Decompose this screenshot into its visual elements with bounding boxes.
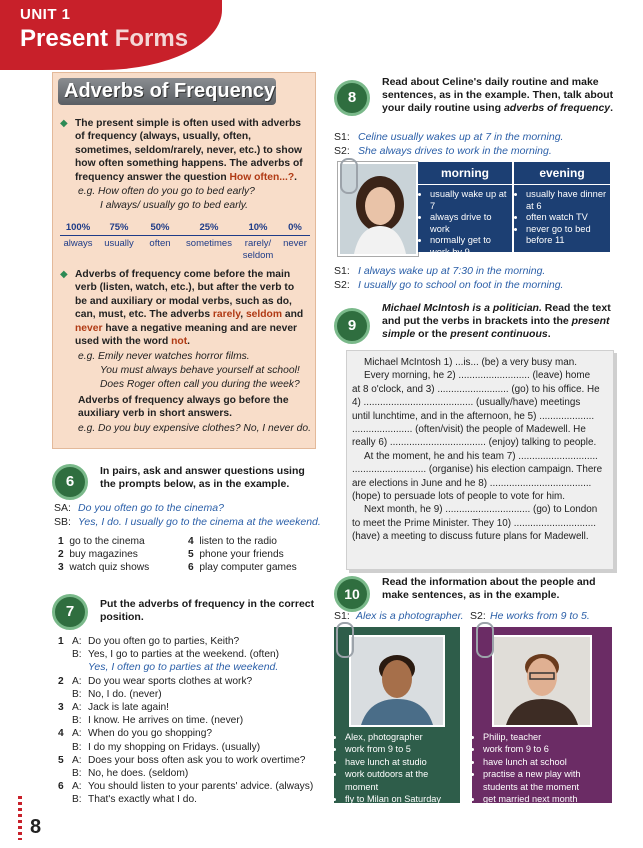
s1-text: Celine usually wakes up at 7 in the morning.	[358, 131, 564, 143]
fact-item: • work from 9 to 6	[483, 743, 612, 755]
p2-sep: and	[282, 309, 304, 321]
bullet-icon: ◆	[60, 118, 68, 129]
speaker	[72, 661, 88, 674]
p2-highlight: seldom	[245, 309, 283, 321]
line-text: I know. He arrives on time. (never)	[88, 715, 244, 727]
philip-list	[472, 731, 612, 805]
fact-item: • have lunch at studio	[345, 756, 460, 768]
s2-label: S2:	[334, 145, 350, 157]
sa-label: SA:	[54, 502, 71, 514]
speaker: B:	[72, 794, 82, 806]
ex8-inst-c: .	[610, 101, 614, 114]
percent: 0%	[288, 222, 302, 233]
scale-rule	[60, 235, 310, 236]
prompt-item	[188, 561, 318, 574]
freq-word: often	[149, 238, 171, 249]
text-line: Michael McIntosh 1) ...is... (be) a very busy man.	[364, 357, 577, 368]
example-2a: e.g. Emily never watches horror films.	[78, 351, 250, 362]
p2-text: Adverbs of frequency come before the main verb (listen, watch, etc.), but after the verb to be and auxiliary or modal verbs, such as do, can, must, etc. The adverbs	[75, 269, 295, 321]
prompt-item	[188, 535, 318, 548]
routine-item: • often watch TV	[526, 212, 610, 224]
morning-title: morning	[418, 162, 512, 185]
speaker: A:	[72, 781, 82, 793]
dialogue-line	[58, 793, 323, 806]
speaker: B:	[72, 741, 82, 753]
s2-text: She always drives to work in the morning.	[358, 145, 552, 157]
s2b-label: S2:	[334, 279, 350, 291]
dialogue-line	[58, 727, 323, 740]
line-text: No, he does. (seldom)	[88, 768, 189, 780]
line-num: 6	[58, 781, 64, 793]
text-line: Every morning, he 2) .......................... (leave) home	[364, 370, 591, 382]
exercise-10-number: 10	[334, 576, 370, 612]
dialogue-line	[58, 701, 323, 714]
dialogue-line	[58, 635, 323, 648]
alex-photo	[349, 635, 445, 727]
example-3: e.g. Do you buy expensive clothes? No, I never do.	[78, 423, 311, 434]
ex9-inst-f: .	[547, 327, 551, 340]
unit-title	[20, 25, 188, 53]
freq-word: usually	[104, 238, 134, 249]
prompt-text: go to the cinema	[69, 536, 145, 547]
exercise-9-number: 9	[334, 308, 370, 344]
prompt-text: buy magazines	[69, 549, 138, 561]
prompt-item	[58, 535, 188, 548]
percent: 25%	[199, 222, 219, 233]
prompt-text: watch quiz shows	[69, 562, 150, 574]
exercise-8-instruction	[382, 76, 614, 114]
p2-highlight: not	[171, 336, 188, 348]
line-num	[58, 767, 72, 780]
p2-highlight: never	[75, 322, 103, 334]
line-text: When do you go shopping?	[88, 728, 213, 740]
evening-title: evening	[514, 162, 610, 185]
fact-item: • fly to Milan on Saturday	[345, 793, 460, 805]
speaker: B:	[72, 688, 82, 700]
answer-text: Yes, I often go to parties at the weekend.	[88, 661, 279, 674]
paperclip-icon	[336, 622, 354, 658]
percent: 10%	[248, 222, 268, 233]
s2b-text: I usually go to school on foot in the morning.	[358, 279, 564, 291]
page-number: 8	[30, 816, 42, 838]
text-line: ........................... (organise) his election campaign. There	[352, 464, 603, 476]
line-num	[58, 648, 72, 661]
dialogue-line	[58, 714, 323, 727]
exercise-7-number: 7	[52, 594, 88, 630]
man-portrait-icon	[351, 637, 443, 725]
speaker: B:	[72, 715, 82, 727]
ex9-inst-d: or the	[415, 327, 451, 340]
example-1b: I always/ usually go to bed early.	[100, 200, 249, 211]
line-num	[58, 714, 72, 727]
fact-item: • Philip, teacher	[483, 731, 612, 743]
speaker: A:	[72, 702, 82, 714]
line-num: 4	[58, 728, 64, 740]
speaker: A:	[72, 754, 82, 766]
dialogue-line	[58, 648, 323, 661]
evening-list	[514, 189, 610, 247]
dialogue-line	[58, 767, 323, 780]
prompt-text: phone your friends	[199, 549, 284, 561]
line-text: Do you wear sports clothes at work?	[88, 675, 253, 687]
prompt-num: 2	[58, 549, 64, 561]
speaker: B:	[72, 768, 82, 780]
line-text: Yes, I go to parties at the weekend. (often)	[88, 649, 280, 661]
line-num	[58, 793, 72, 806]
text-line: at 8 o'clock, and 3) .......................... (go) to his office. He	[352, 383, 600, 395]
exercise-7-instruction: Put the adverbs of frequency in the correct position.	[100, 598, 315, 623]
routine-item: • always drive to work	[430, 212, 512, 235]
example-2c: Does Roger often call you during the week?	[100, 379, 300, 390]
line-text: That's exactly what I do.	[88, 794, 197, 806]
line-text: No, I do. (never)	[88, 688, 162, 700]
s1b-text: I always wake up at 7:30 in the morning.	[358, 265, 546, 277]
s2-text: He works from 9 to 5.	[490, 610, 590, 622]
man-portrait-icon	[494, 637, 590, 725]
text-line: until lunchtime, and in the afternoon, he 5) ....................	[352, 410, 595, 422]
line-num	[58, 688, 72, 701]
p2-text-b: have a negative meaning and are never used with the word	[75, 322, 298, 348]
bullet-icon: ◆	[60, 269, 68, 280]
freq-word: always	[63, 238, 93, 249]
percent: 50%	[150, 222, 170, 233]
freq-word: never	[283, 238, 307, 249]
p2-highlight: rarely	[212, 309, 241, 321]
grammar-title: Adverbs of Frequency	[58, 78, 276, 105]
routine-item: • usually wake up at 7	[430, 189, 512, 212]
fact-item: • work from 9 to 5	[345, 743, 460, 755]
morning-list	[418, 189, 512, 259]
morning-panel	[418, 162, 512, 257]
prompt-num: 1	[58, 536, 64, 547]
alex-list	[334, 731, 460, 805]
text-line: are elections in June and he 8) .....................................	[352, 477, 592, 489]
prompt-num: 4	[188, 536, 194, 547]
dialogue-line	[58, 688, 323, 701]
exercise-8-number: 8	[334, 80, 370, 116]
freq-word: rarely/ seldom	[242, 238, 274, 261]
p1-end: .	[294, 171, 298, 183]
philip-photo	[492, 635, 592, 727]
grammar-paragraph-3: Adverbs of frequency always go before the auxiliary verb in short answers.	[78, 395, 289, 420]
grammar-paragraph-1	[75, 117, 307, 184]
sa-text: Do you often go to the cinema?	[78, 502, 224, 514]
speaker: A:	[72, 675, 82, 687]
prompt-item	[188, 548, 318, 561]
speaker: A:	[72, 636, 82, 647]
fact-item: • work outdoors at the moment	[345, 768, 460, 793]
fact-item: • have lunch at school	[483, 756, 612, 768]
exercise-6-number: 6	[52, 464, 88, 500]
s1-label: S1:	[334, 610, 350, 622]
routine-item: • normally get to work by 9	[430, 235, 512, 258]
s2-label: S2:	[470, 610, 486, 622]
exercise-7-dialogues	[58, 635, 323, 807]
line-text: You should listen to your parents' advice. (always)	[88, 781, 314, 793]
sb-text: Yes, I do. I usually go to the cinema at the weekend.	[78, 516, 321, 528]
text-line: 4) ........................................ (usually/have) meetings	[352, 397, 581, 409]
text-line: really 6) ................................... (enjoy) talking to people.	[352, 437, 597, 449]
line-text: Does your boss often ask you to work overtime?	[88, 754, 306, 766]
ex9-inst-e: present continuous	[450, 327, 548, 340]
ex8-inst-a: Read about Celine's daily routine and make sentences, as in the example. Then, talk about your daily routine using	[382, 76, 614, 114]
line-num: 2	[58, 675, 64, 687]
sb-label: SB:	[54, 516, 71, 528]
dialogue-line	[58, 675, 323, 688]
s1-text: Alex is a photographer.	[356, 610, 464, 622]
ex9-inst-c: present simple	[382, 314, 610, 340]
ex9-inst-a: Michael McIntosh is a politician.	[382, 302, 542, 314]
ex8-inst-b: adverbs of frequency	[503, 101, 611, 114]
fact-item: • practise a new play with students at the moment	[483, 768, 612, 793]
exercise-9-instruction	[382, 302, 614, 340]
fact-item: • get married next month	[483, 793, 612, 805]
speaker: A:	[72, 728, 82, 740]
s1-label: S1:	[334, 131, 350, 143]
example-2b: You must always behave yourself at school!	[100, 365, 300, 376]
prompt-item	[58, 561, 188, 574]
routine-item: • usually have dinner at 6	[526, 189, 610, 212]
frequency-scale-percents	[58, 222, 312, 233]
unit-label: UNIT 1	[20, 6, 71, 23]
speaker: B:	[72, 649, 82, 661]
ex9-inst-b: Read the text and put the verbs in brackets into the	[382, 302, 611, 327]
exercise-9-text	[352, 356, 608, 544]
freq-word: sometimes	[186, 238, 232, 249]
prompt-text: play computer games	[199, 562, 297, 574]
example-1a: e.g. How often do you go to bed early?	[78, 186, 255, 197]
line-num: 3	[58, 702, 64, 714]
percent: 100%	[65, 222, 91, 233]
dialogue-line	[58, 780, 323, 793]
text-line: Next month, he 9) ............................... (go) to London	[364, 504, 598, 516]
exercise-10-instruction: Read the information about the people and make sentences, as in the example.	[382, 576, 596, 601]
frequency-scale-words	[58, 238, 312, 262]
text-line: to meet the Prime Minister. They 10) ..............................	[352, 517, 597, 529]
prompt-num: 3	[58, 562, 64, 574]
evening-panel	[514, 162, 610, 252]
line-num	[58, 741, 72, 754]
exercise-6-prompts	[58, 535, 318, 575]
prompt-num: 5	[188, 549, 194, 561]
text-line: ...................... (often/visit) the people of Madewell. He	[352, 424, 586, 436]
dialogue-line	[58, 754, 323, 767]
line-num: 1	[58, 636, 64, 647]
line-text: Jack is late again!	[88, 702, 169, 714]
p2-end: .	[187, 336, 190, 348]
grammar-paragraph-2	[75, 268, 307, 348]
line-text: I do my shopping on Fridays. (usually)	[88, 741, 261, 753]
percent: 75%	[109, 222, 129, 233]
dialogue-line	[58, 741, 323, 754]
unit-title-a: Present	[20, 25, 109, 52]
dialogue-line	[58, 661, 323, 674]
unit-title-b: Forms	[108, 25, 189, 52]
text-line: (have) a meeting to discuss future plans for Madewell.	[352, 531, 589, 543]
prompt-text: listen to the radio	[199, 536, 277, 547]
paperclip-icon	[476, 622, 494, 658]
line-num: 5	[58, 754, 64, 766]
page-dots	[18, 796, 22, 840]
s1b-label: S1:	[334, 265, 350, 277]
text-line: At the moment, he and his team 7) .............................	[364, 450, 598, 462]
paperclip-icon	[340, 158, 358, 194]
text-line: (hope) to persuade lots of people to vote for him.	[352, 491, 565, 503]
prompt-num: 6	[188, 562, 194, 574]
p1-highlight: How often...?	[229, 171, 295, 183]
routine-item: • never go to bed before 11	[526, 224, 610, 247]
line-num	[58, 661, 72, 674]
prompt-item	[58, 548, 188, 561]
line-text: Do you often go to parties, Keith?	[88, 636, 240, 647]
p1-text: The present simple is often used with adverbs of frequency (always, usually, often, sometimes, seldom/rarely, never, etc.) to show how often something happens. The adverbs of frequency answer the question	[75, 118, 303, 183]
p2-sep: ,	[240, 309, 246, 321]
exercise-6-instruction: In pairs, ask and answer questions using the prompts below, as in the example.	[100, 465, 305, 490]
fact-item: • Alex, photographer	[345, 731, 460, 743]
